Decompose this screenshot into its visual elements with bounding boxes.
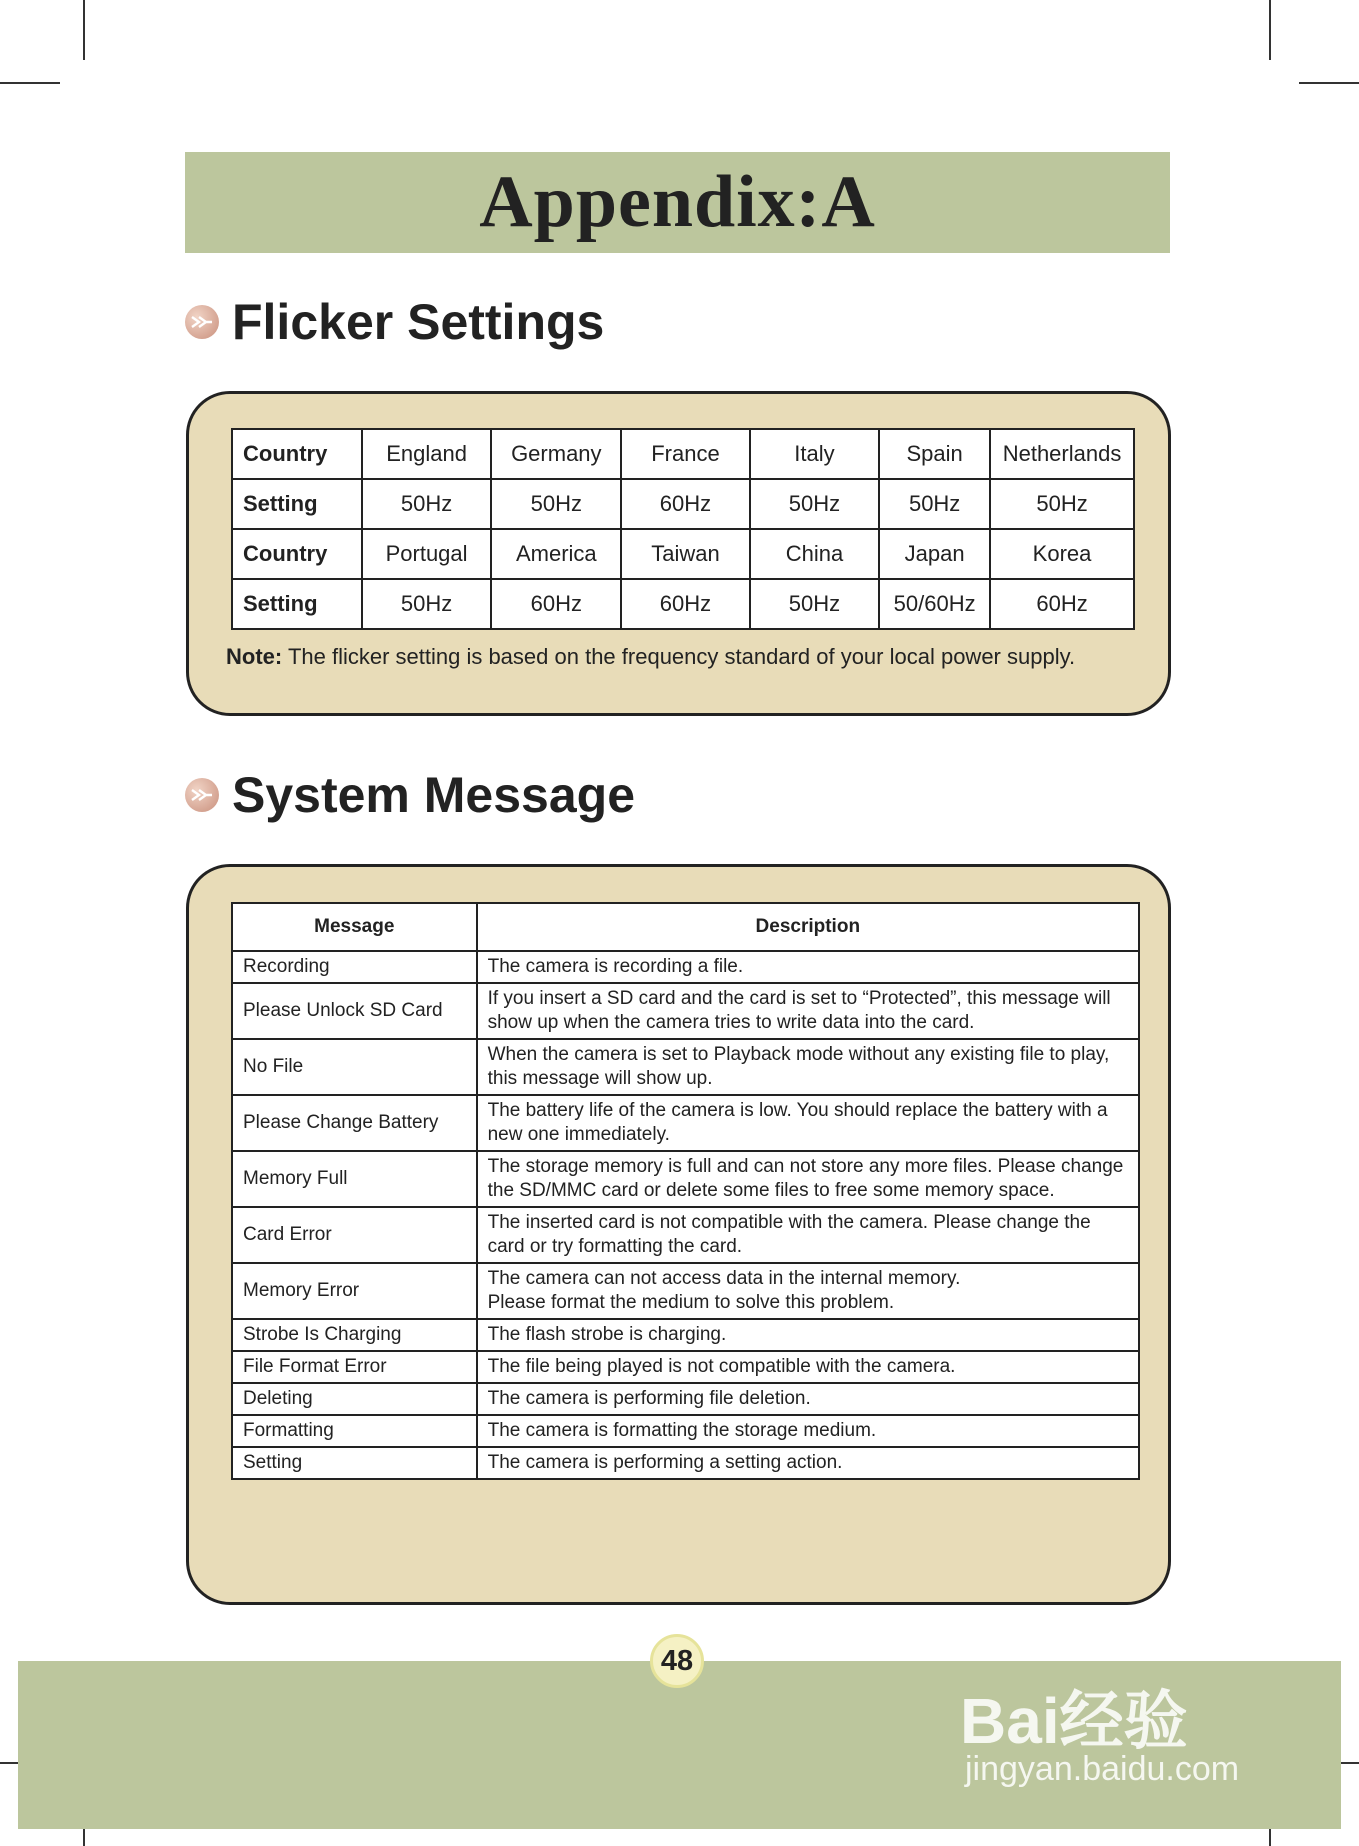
column-header-description: Description <box>477 903 1139 951</box>
description-cell: The camera is recording a file. <box>477 951 1139 983</box>
table-cell: Italy <box>750 429 879 479</box>
table-cell: Korea <box>990 529 1134 579</box>
table-row <box>232 951 1139 983</box>
flicker-section-heading <box>185 292 604 352</box>
watermark-brand: Bai经验 <box>960 1685 1188 1757</box>
table-cell: 60Hz <box>990 579 1134 629</box>
table-cell: America <box>491 529 621 579</box>
description-cell: The battery life of the camera is low. You should replace the battery with a new one immediately. <box>477 1095 1139 1151</box>
table-row <box>232 1351 1139 1383</box>
row-header: Setting <box>232 579 362 629</box>
column-header-message: Message <box>232 903 477 951</box>
table-row <box>232 1263 1139 1319</box>
arrow-bullet-icon <box>185 305 219 339</box>
row-header: Country <box>232 529 362 579</box>
crop-mark <box>1269 0 1271 60</box>
table-row <box>232 1095 1139 1151</box>
page-number: 48 <box>650 1634 704 1688</box>
table-row <box>232 1447 1139 1479</box>
page-title: Appendix:A <box>479 161 876 243</box>
table-cell: France <box>621 429 750 479</box>
table-row <box>232 1319 1139 1351</box>
description-cell: The camera can not access data in the internal memory. Please format the medium to solve this problem. <box>477 1263 1139 1319</box>
table-cell: Japan <box>879 529 990 579</box>
description-cell: The camera is formatting the storage medium. <box>477 1415 1139 1447</box>
message-cell: Memory Full <box>232 1151 477 1207</box>
row-header: Country <box>232 429 362 479</box>
arrow-bullet-icon <box>185 778 219 812</box>
table-cell: 50Hz <box>362 479 492 529</box>
system-message-table <box>231 902 1140 1480</box>
table-cell: 50Hz <box>362 579 492 629</box>
table-cell: Portugal <box>362 529 492 579</box>
description-cell: The flash strobe is charging. <box>477 1319 1139 1351</box>
crop-mark <box>0 82 60 84</box>
message-cell: Strobe Is Charging <box>232 1319 477 1351</box>
table-cell: 60Hz <box>621 479 750 529</box>
table-cell: 50Hz <box>750 479 879 529</box>
table-cell: 50Hz <box>990 479 1134 529</box>
description-cell: The camera is performing file deletion. <box>477 1383 1139 1415</box>
flicker-note <box>226 644 1075 670</box>
table-cell: 60Hz <box>491 579 621 629</box>
description-cell: The inserted card is not compatible with the camera. Please change the card or try formatting the card. <box>477 1207 1139 1263</box>
table-row <box>232 1039 1139 1095</box>
table-cell: Netherlands <box>990 429 1134 479</box>
message-cell: Please Change Battery <box>232 1095 477 1151</box>
table-row <box>232 1415 1139 1447</box>
table-row <box>232 429 1134 479</box>
system-heading: System Message <box>232 767 636 823</box>
row-header: Setting <box>232 479 362 529</box>
flicker-table <box>231 428 1135 630</box>
table-row <box>232 1151 1139 1207</box>
message-cell: Deleting <box>232 1383 477 1415</box>
message-cell: No File <box>232 1039 477 1095</box>
table-row <box>232 579 1134 629</box>
table-row <box>232 479 1134 529</box>
description-cell: The storage memory is full and can not store any more files. Please change the SD/MMC card or delete some files to free some memory space. <box>477 1151 1139 1207</box>
message-cell: Setting <box>232 1447 477 1479</box>
note-text: The flicker setting is based on the frequency standard of your local power supply. <box>287 644 1076 669</box>
description-cell: When the camera is set to Playback mode without any existing file to play, this message will show up. <box>477 1039 1139 1095</box>
message-cell: Formatting <box>232 1415 477 1447</box>
message-cell: Please Unlock SD Card <box>232 983 477 1039</box>
crop-mark <box>83 0 85 60</box>
watermark-url: jingyan.baidu.com <box>965 1750 1240 1788</box>
flicker-heading: Flicker Settings <box>232 294 605 350</box>
table-row <box>232 1207 1139 1263</box>
table-cell: Taiwan <box>621 529 750 579</box>
table-cell: 50Hz <box>879 479 990 529</box>
table-cell: England <box>362 429 492 479</box>
description-cell: The file being played is not compatible with the camera. <box>477 1351 1139 1383</box>
table-row <box>232 1383 1139 1415</box>
description-cell: If you insert a SD card and the card is set to “Protected”, this message will show up when the camera tries to write data into the card. <box>477 983 1139 1039</box>
message-cell: File Format Error <box>232 1351 477 1383</box>
message-cell: Recording <box>232 951 477 983</box>
table-cell: 60Hz <box>621 579 750 629</box>
table-cell: 50/60Hz <box>879 579 990 629</box>
note-label: Note: <box>226 644 283 669</box>
message-cell: Card Error <box>232 1207 477 1263</box>
table-row <box>232 983 1139 1039</box>
table-row <box>232 529 1134 579</box>
description-cell: The camera is performing a setting action. <box>477 1447 1139 1479</box>
table-cell: Germany <box>491 429 621 479</box>
table-cell: 50Hz <box>491 479 621 529</box>
title-banner <box>185 152 1170 253</box>
table-cell: Spain <box>879 429 990 479</box>
table-cell: 50Hz <box>750 579 879 629</box>
crop-mark <box>1299 82 1359 84</box>
table-cell: China <box>750 529 879 579</box>
message-cell: Memory Error <box>232 1263 477 1319</box>
system-section-heading <box>185 765 635 825</box>
